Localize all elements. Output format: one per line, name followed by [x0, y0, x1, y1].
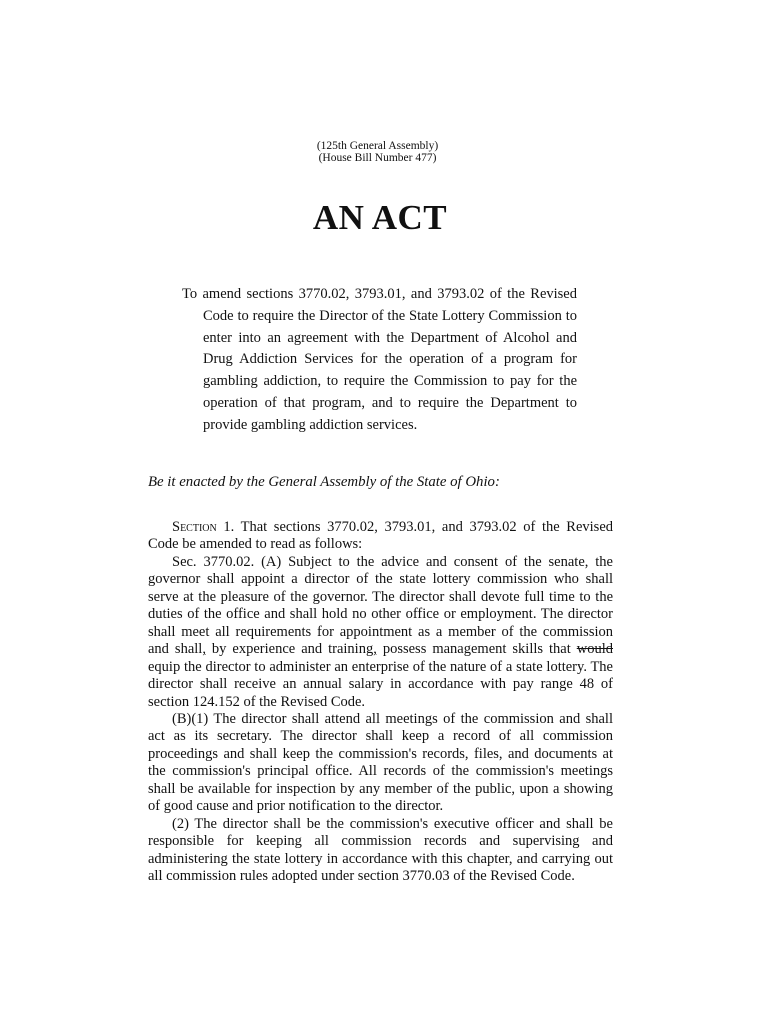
sec-a-text-1: Sec. 3770.02. (A) Subject to the advice and consent of the senate, the governor shall appoint a director of the state lottery commission who shall serve at the pleasure of the governor. The director shall devote full time to the duties of the office and shall hold no other office or employment. The director shall meet all requirements for appointment as a member of the commission and shall — [148, 553, 613, 658]
sec-a-text-2: by experience and training — [205, 641, 374, 658]
sec-a-text-3: possess management skills that — [376, 641, 577, 658]
assembly-header: (125th General Assembly) — [316, 140, 439, 152]
inserted-comma: , — [373, 641, 377, 658]
act-title: AN ACT — [312, 198, 448, 237]
act-purpose-paragraph: To amend sections 3770.02, 3793.01, and 3793.02 of the Revised Code to require the Director of the State Lottery Commission to enter into an agreement with the Department of Alcohol and Drug Addiction Services for the operation of a program for gambling addiction, to require the Commission to pay for the operation of that program, and to require the Department to provide gambling addiction services. — [182, 286, 577, 433]
section-label: Section — [172, 519, 217, 535]
sec-a-text-4: equip the director to administer an enterprise of the nature of a state lottery. The director shall receive an annual salary in accordance with pay range 48 of section 124.152 of the Revised Code. — [148, 658, 613, 710]
inserted-comma: , — [202, 641, 206, 658]
act-body — [148, 519, 613, 886]
bill-number-header: (House Bill Number 477) — [318, 152, 437, 164]
sec-3770-02-a-paragraph — [148, 554, 613, 711]
struck-text: would — [576, 641, 613, 658]
section-1-paragraph — [148, 519, 613, 554]
sec-b1-paragraph: (B)(1) The director shall attend all meetings of the commission and shall act as its secretary. The director shall keep a record of all commission proceedings and shall keep the commission's records, files, and documents at the commission's principal office. All records of the commission's meetings shall be available for inspection by any member of the public, upon a showing of good cause and prior notification to the director. — [148, 710, 613, 815]
sec-b2-paragraph: (2) The director shall be the commission's executive officer and shall be responsible for keeping all commission records and supervising and administering the state lottery in accordance with this chapter, and carrying out all commission rules adopted under section 3770.03 of the Revised Code. — [148, 815, 613, 885]
enacting-clause: Be it enacted by the General Assembly of the State of Ohio: — [148, 474, 500, 490]
section-1-text: 1. That sections 3770.02, 3793.01, and 3793.02 of the Revised Code be amended to read as follows: — [148, 519, 613, 553]
